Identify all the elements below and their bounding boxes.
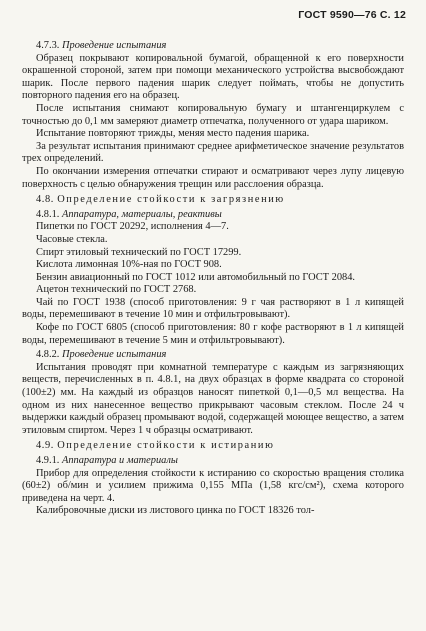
paragraph: Образец покрывают копировальной бумагой, обращенной к его поверхности окрашенной стороной, затем при помощи механического устройства высвобождают шарик. После первого падения шарик следует поймать, чтобы не допустить повторного падения его на образец. <box>22 52 404 102</box>
subsection-title: Проведение испытания <box>62 349 167 361</box>
subsection-number: 4.7.3. <box>36 40 60 51</box>
paragraph: Испытания проводят при комнатной температуре с каждым из загрязняющих веществ, перечисленных в п. 4.8.1, на двух образцах в форме квадрата со стороной (100±2) мм. На каждый из образцов наносят пипеткой 0,1—0,5 мл вещества. На одном из них нанесенное вещество прикрывают часовым стеклом. После 24 ч выдержки каждый образец промывают водой, содержащей моющее вещество, а затем этиловым спиртом. Через 1 ч образцы осматривают. <box>22 361 404 436</box>
subsection-heading <box>22 209 404 222</box>
list-item: Пипетки по ГОСТ 20292, исполнения 4—7. <box>36 221 229 233</box>
subsection-heading <box>22 349 404 362</box>
paragraph: Калибровочные диски из листового цинка по ГОСТ 18326 тол- <box>36 505 315 517</box>
section-title: Определение стойкости к истиранию <box>57 440 275 452</box>
list-item: Бензин авиационный по ГОСТ 1012 или автомобильный по ГОСТ 2084. <box>36 271 356 283</box>
paragraph: После испытания снимают копировальную бумагу и штангенциркулем с точностью до 0,1 мм замеряют диаметр отпечатка, полученного от удара шариком. <box>22 102 404 127</box>
list-item: Кислота лимонная 10%-ная по ГОСТ 908. <box>36 259 222 271</box>
document-body <box>22 38 404 518</box>
list-item: Часовые стекла. <box>36 233 108 245</box>
paragraph: По окончании измерения отпечатки стирают и осматривают через лупу лицевую поверхность с целью обнаружения трещин или расслоения образца. <box>22 165 404 190</box>
paragraph: Прибор для определения стойкости к истиранию со скоростью вращения столика (60±2) об/мин и усилием прижима 0,155 МПа (1,58 кгс/см²), схема которого приведена на черт. 4. <box>22 467 404 504</box>
list-item: Спирт этиловый технический по ГОСТ 17299. <box>36 246 242 258</box>
section-number: 4.9. <box>36 440 54 452</box>
list-item: Кофе по ГОСТ 6805 (способ приготовления: 80 г кофе растворяют в 1 л кипящей воды, перемешивают в течение 5 мин и отфильтровывают). <box>22 322 404 346</box>
page-header: ГОСТ 9590—76 С. 12 <box>298 9 406 21</box>
section-title: Определение стойкости к загрязнению <box>57 194 285 206</box>
subsection-title: Аппаратура, материалы, реактивы <box>62 208 222 220</box>
subsection-number: 4.8.1. <box>36 208 60 220</box>
subsection-number: 4.8.2. <box>36 349 60 361</box>
section-heading <box>22 440 404 453</box>
list-item: Чай по ГОСТ 1938 (способ приготовления: 9 г чая растворяют в 1 л кипящей воды, перемешивают в течение 10 мин и отфильтровывают). <box>22 296 404 321</box>
subsection-title: Аппаратура и материалы <box>62 455 178 466</box>
subsection-heading <box>22 40 404 53</box>
subsection-number: 4.9.1. <box>36 455 60 466</box>
paragraph: Испытание повторяют трижды, меняя место падения шарика. <box>36 128 310 140</box>
subsection-heading <box>22 455 404 468</box>
list-item: Ацетон технический по ГОСТ 2768. <box>36 284 197 296</box>
section-heading <box>22 194 404 207</box>
subsection-title: Проведение испытания <box>62 40 167 51</box>
paragraph: За результат испытания принимают среднее арифметическое значение результатов трех определений. <box>22 140 404 165</box>
section-number: 4.8. <box>36 194 54 206</box>
